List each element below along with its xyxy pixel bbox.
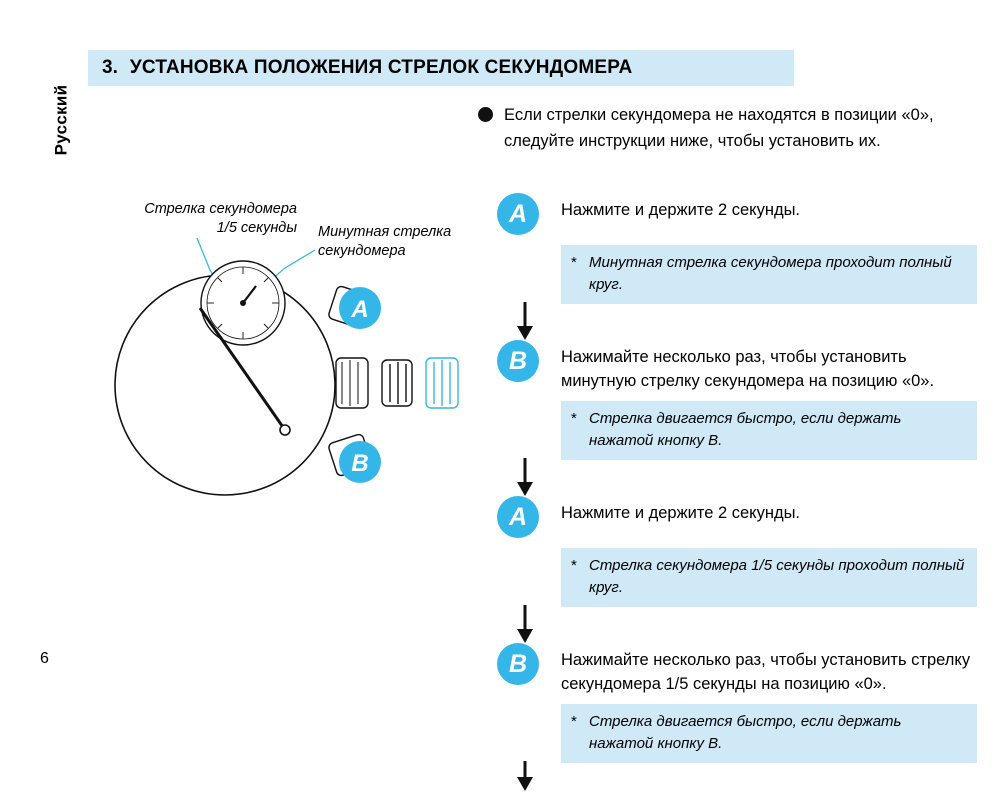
step-badge-b: B bbox=[497, 643, 539, 685]
step-row bbox=[497, 340, 977, 393]
note-text: Минутная стрелка секундомера проходит полный круг. bbox=[589, 254, 952, 293]
flow-arrow bbox=[497, 607, 977, 643]
down-arrow-icon bbox=[510, 458, 540, 496]
callout-second-hand-label: Стрелка секундомера 1/5 секунды bbox=[144, 201, 297, 236]
page-number: 6 bbox=[40, 650, 49, 667]
note-text: Стрелка двигается быстро, если держать нажатой кнопку B. bbox=[589, 410, 902, 449]
intro-block bbox=[478, 102, 978, 154]
svg-text:A: A bbox=[351, 296, 369, 323]
flow-arrow bbox=[497, 304, 977, 340]
step-badge-a: A bbox=[497, 496, 539, 538]
down-arrow-icon bbox=[510, 302, 540, 340]
note-marker: * bbox=[571, 410, 577, 427]
step-note bbox=[561, 548, 977, 607]
page-title: УСТАНОВКА ПОЛОЖЕНИЯ СТРЕЛОК СЕКУНДОМЕРА bbox=[129, 57, 633, 78]
note-marker: * bbox=[571, 254, 577, 271]
step-text: Нажимайте несколько раз, чтобы установить стрелку секундомера 1/5 секунды на позицию «0». bbox=[561, 651, 971, 693]
step-note bbox=[561, 401, 977, 460]
intro-text: Если стрелки секундомера не находятся в позиции «0», следуйте инструкции ниже, чтобы установить их. bbox=[504, 106, 934, 150]
step-row bbox=[497, 496, 977, 540]
step-text: Нажмите и держите 2 секунды. bbox=[561, 201, 801, 219]
watch-illustration bbox=[60, 190, 480, 510]
step-badge-b: B bbox=[497, 340, 539, 382]
callout-minute-hand-label: Минутная стрелка секундомера bbox=[318, 224, 452, 259]
step-note bbox=[561, 245, 977, 304]
step-badge-a: A bbox=[497, 193, 539, 235]
step-row bbox=[497, 643, 977, 696]
section-header bbox=[88, 50, 794, 86]
note-marker: * bbox=[571, 713, 577, 730]
down-arrow-icon bbox=[510, 605, 540, 643]
step-note bbox=[561, 704, 977, 763]
filled-circle-bullet-icon bbox=[478, 107, 493, 122]
language-tab bbox=[46, 60, 76, 180]
step-text: Нажмите и держите 2 секунды. bbox=[561, 504, 801, 522]
language-tab-label: Русский bbox=[51, 84, 71, 156]
svg-text:B: B bbox=[351, 450, 369, 477]
step-row bbox=[497, 193, 977, 237]
note-text: Стрелка секундомера 1/5 секунды проходит полный круг. bbox=[589, 557, 965, 596]
down-arrow-icon bbox=[510, 761, 540, 791]
note-marker: * bbox=[571, 557, 577, 574]
note-text: Стрелка двигается быстро, если держать нажатой кнопку B. bbox=[589, 713, 902, 752]
flow-arrow bbox=[497, 763, 977, 799]
step-text: Нажимайте несколько раз, чтобы установить минутную стрелку секундомера на позицию «0». bbox=[561, 348, 935, 390]
section-number: 3. bbox=[102, 57, 118, 78]
steps-list bbox=[497, 193, 977, 799]
flow-arrow bbox=[497, 460, 977, 496]
